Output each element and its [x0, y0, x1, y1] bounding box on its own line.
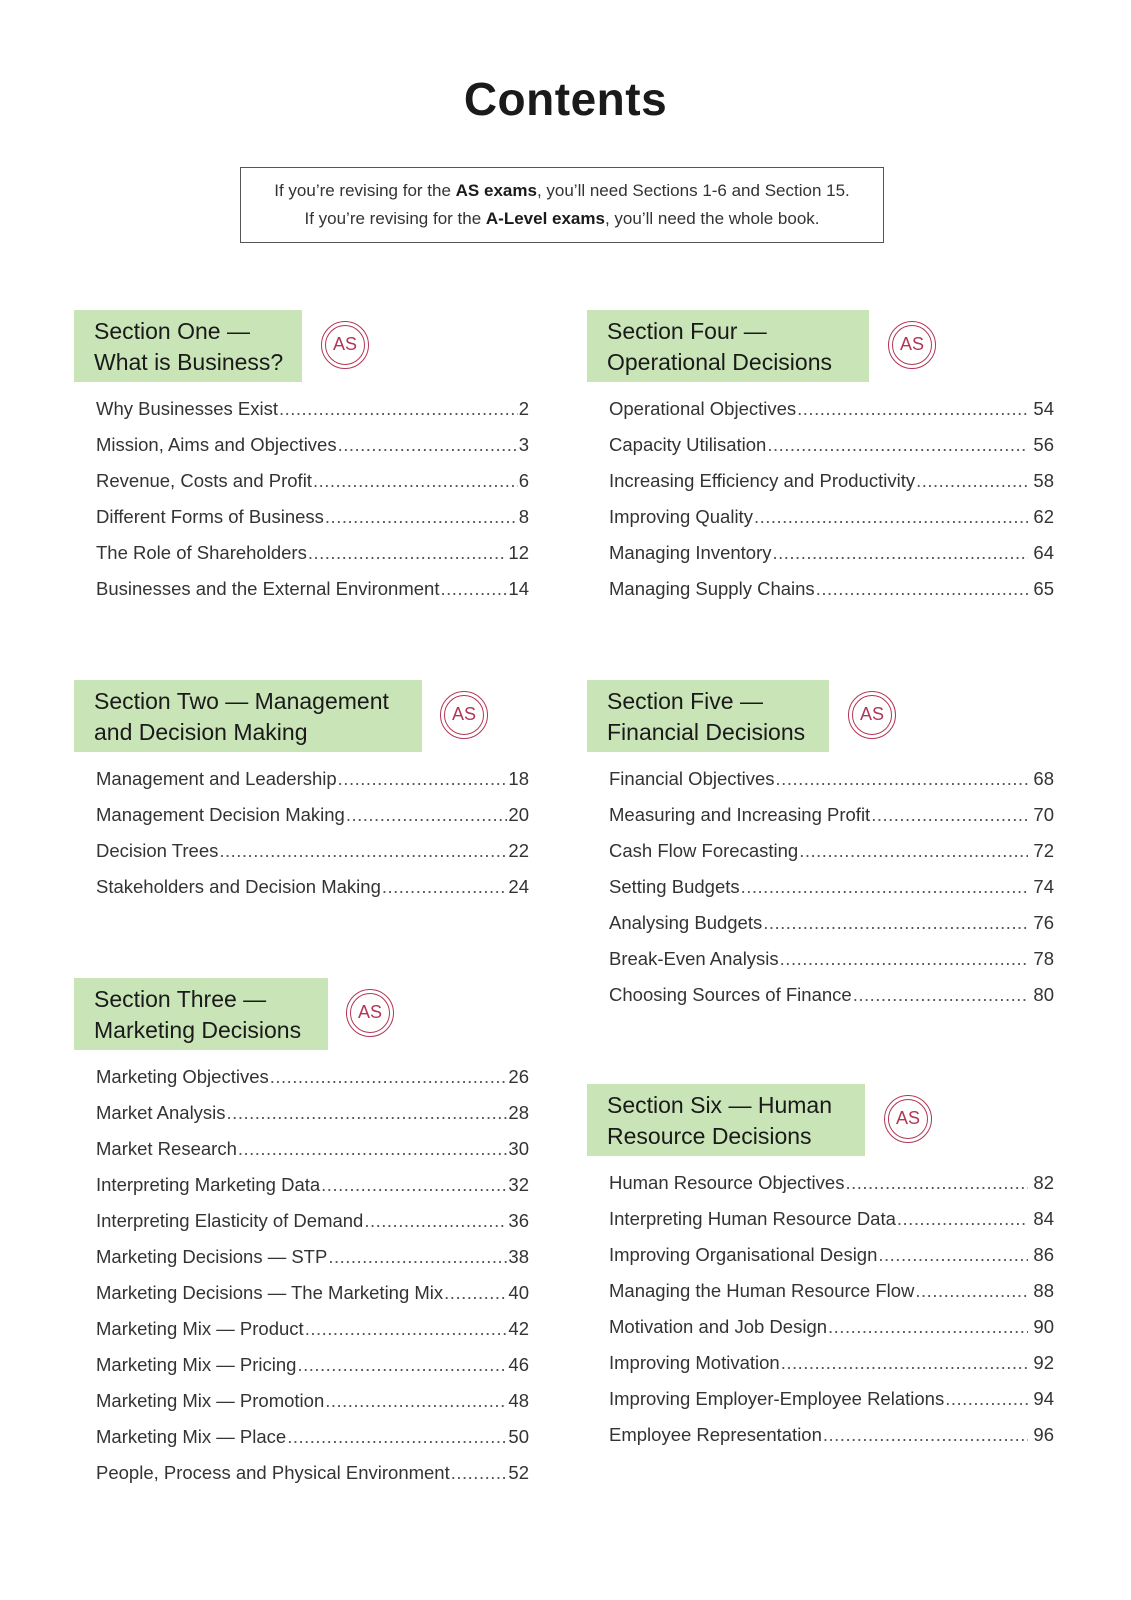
toc-entry[interactable] — [609, 984, 1054, 1020]
dot-leader — [773, 542, 1029, 564]
toc-entry[interactable] — [609, 912, 1054, 948]
section-title-line: Section Five — — [607, 688, 763, 714]
dot-leader — [313, 470, 518, 492]
entry-page: 54 — [1033, 398, 1054, 419]
toc-entry[interactable] — [96, 542, 529, 578]
entry-title: Increasing Efficiency and Productivity — [609, 470, 916, 491]
section-entries — [74, 768, 529, 912]
entry-title: Marketing Decisions — The Marketing Mix — [96, 1282, 444, 1303]
as-badge-label: AS — [899, 334, 924, 354]
dot-leader — [945, 1388, 1028, 1410]
dot-leader — [816, 578, 1029, 600]
toc-entry[interactable] — [609, 506, 1054, 542]
dot-leader — [325, 1390, 507, 1412]
as-badge-icon — [440, 691, 488, 739]
toc-entry[interactable] — [609, 1280, 1054, 1316]
dot-leader — [776, 768, 1029, 790]
entry-page: 48 — [508, 1390, 529, 1411]
dot-leader — [799, 840, 1028, 862]
toc-entry[interactable] — [609, 768, 1054, 804]
entry-title: Human Resource Objectives — [609, 1172, 845, 1193]
entry-title: Break-Even Analysis — [609, 948, 779, 969]
toc-entry[interactable] — [96, 434, 529, 470]
toc-entry[interactable] — [609, 434, 1054, 470]
entry-page: 58 — [1033, 470, 1054, 491]
entry-page: 3 — [518, 434, 529, 455]
entry-page: 65 — [1033, 578, 1054, 599]
as-badge-icon — [888, 321, 936, 369]
toc-entry[interactable] — [609, 1244, 1054, 1280]
as-badge-icon — [848, 691, 896, 739]
entry-title: Setting Budgets — [609, 876, 740, 897]
entry-page: 80 — [1033, 984, 1054, 1005]
toc-entry[interactable] — [96, 1318, 529, 1354]
entry-title: Interpreting Human Resource Data — [609, 1208, 896, 1229]
section-five — [587, 680, 1054, 1020]
dot-leader — [382, 876, 508, 898]
dot-leader — [871, 804, 1028, 826]
as-badge-label: AS — [357, 1002, 382, 1022]
dot-leader — [328, 1246, 507, 1268]
section-entries — [587, 768, 1054, 1020]
toc-entry[interactable] — [609, 1316, 1054, 1352]
entry-title: Operational Objectives — [609, 398, 797, 419]
dot-leader — [797, 398, 1028, 420]
entry-title: Improving Employer-Employee Relations — [609, 1388, 945, 1409]
dot-leader — [878, 1244, 1028, 1266]
entry-title: Businesses and the External Environment — [96, 578, 440, 599]
section-header — [587, 680, 1054, 752]
section-four — [587, 310, 1054, 614]
section-header — [587, 310, 1054, 382]
dot-leader — [305, 1318, 508, 1340]
section-header — [74, 310, 529, 382]
entry-title: Interpreting Elasticity of Demand — [96, 1210, 364, 1231]
toc-entry[interactable] — [96, 840, 529, 876]
section-header — [74, 680, 529, 752]
toc-entry[interactable] — [96, 1174, 529, 1210]
toc-entry[interactable] — [609, 1352, 1054, 1388]
dot-leader — [364, 1210, 507, 1232]
section-title-box — [587, 310, 869, 382]
toc-entry[interactable] — [96, 1390, 529, 1426]
notice-line-1 — [241, 177, 883, 205]
notice-text: , you’ll need Sections 1-6 and Section 15. — [536, 181, 850, 200]
section-entries — [74, 398, 529, 614]
dot-leader — [287, 1426, 507, 1448]
entry-page: 82 — [1033, 1172, 1054, 1193]
entry-title: Measuring and Increasing Profit — [609, 804, 871, 825]
toc-entry[interactable] — [96, 1462, 529, 1498]
entry-title: Marketing Mix — Pricing — [96, 1354, 297, 1375]
entry-title: Choosing Sources of Finance — [609, 984, 852, 1005]
entry-page: 94 — [1033, 1388, 1054, 1409]
entry-page: 68 — [1033, 768, 1054, 789]
entry-title: Employee Representation — [609, 1424, 822, 1445]
section-title-line: What is Business? — [94, 349, 284, 375]
dot-leader — [897, 1208, 1029, 1230]
entry-title: Market Research — [96, 1138, 237, 1159]
section-title-line: Section Six — Human — [607, 1092, 832, 1118]
toc-entry[interactable] — [96, 1354, 529, 1390]
toc-entry[interactable] — [96, 768, 529, 804]
toc-entry[interactable] — [96, 876, 529, 912]
entry-title: Improving Quality — [609, 506, 753, 527]
entry-page: 2 — [518, 398, 529, 419]
dot-leader — [346, 804, 508, 826]
toc-entry[interactable] — [96, 470, 529, 506]
entry-page: 96 — [1033, 1424, 1054, 1445]
toc-entry[interactable] — [96, 1138, 529, 1174]
as-badge-label: AS — [895, 1108, 920, 1128]
dot-leader — [781, 1352, 1029, 1374]
entry-page: 40 — [508, 1282, 529, 1303]
entry-page: 74 — [1033, 876, 1054, 897]
section-title-box — [74, 680, 422, 752]
section-title-line: Operational Decisions — [607, 349, 833, 375]
section-three — [74, 978, 529, 1498]
dot-leader — [227, 1102, 508, 1124]
entry-title: Mission, Aims and Objectives — [96, 434, 337, 455]
entry-title: The Role of Shareholders — [96, 542, 307, 563]
dot-leader — [780, 948, 1029, 970]
as-badge-label: AS — [859, 704, 884, 724]
section-title-box — [74, 310, 302, 382]
as-badge-icon — [884, 1095, 932, 1143]
entry-title: Why Businesses Exist — [96, 398, 278, 419]
entry-page: 38 — [508, 1246, 529, 1267]
toc-entry[interactable] — [96, 1426, 529, 1462]
entry-page: 88 — [1033, 1280, 1054, 1301]
toc-entry[interactable] — [96, 1066, 529, 1102]
entry-page: 56 — [1033, 434, 1054, 455]
dot-leader — [321, 1174, 507, 1196]
entry-title: Managing Supply Chains — [609, 578, 815, 599]
toc-entry[interactable] — [96, 1282, 529, 1318]
dot-leader — [451, 1462, 508, 1484]
dot-leader — [823, 1424, 1029, 1446]
entry-title: Marketing Mix — Promotion — [96, 1390, 325, 1411]
toc-entry[interactable] — [609, 1424, 1054, 1460]
entry-title: Financial Objectives — [609, 768, 775, 789]
entry-title: Interpreting Marketing Data — [96, 1174, 321, 1195]
entry-title: Cash Flow Forecasting — [609, 840, 799, 861]
toc-entry[interactable] — [609, 948, 1054, 984]
toc-entry[interactable] — [96, 1210, 529, 1246]
entry-page: 84 — [1033, 1208, 1054, 1229]
dot-leader — [741, 876, 1029, 898]
section-title-box — [587, 1084, 865, 1156]
entry-title: Motivation and Job Design — [609, 1316, 828, 1337]
entry-title: People, Process and Physical Environment — [96, 1462, 450, 1483]
toc-entry[interactable] — [609, 1388, 1054, 1424]
entry-title: Different Forms of Business — [96, 506, 324, 527]
entry-page: 8 — [518, 506, 529, 527]
toc-entry[interactable] — [609, 542, 1054, 578]
entry-page: 50 — [508, 1426, 529, 1447]
dot-leader — [845, 1172, 1028, 1194]
section-title-line: Financial Decisions — [607, 719, 806, 745]
dot-leader — [338, 768, 508, 790]
entry-title: Managing Inventory — [609, 542, 772, 563]
section-header — [74, 978, 529, 1050]
entry-title: Improving Organisational Design — [609, 1244, 878, 1265]
toc-entry[interactable] — [609, 470, 1054, 506]
toc-entry[interactable] — [609, 840, 1054, 876]
entry-page: 42 — [508, 1318, 529, 1339]
entry-title: Marketing Mix — Product — [96, 1318, 304, 1339]
section-title-line: and Decision Making — [94, 719, 308, 745]
entry-page: 12 — [508, 542, 529, 563]
section-one — [74, 310, 529, 614]
entry-page: 90 — [1033, 1316, 1054, 1337]
as-badge-label: AS — [332, 334, 357, 354]
toc-entry[interactable] — [96, 506, 529, 542]
as-badge-icon — [321, 321, 369, 369]
section-title-line: Section One — — [94, 318, 250, 344]
section-entries — [587, 398, 1054, 614]
dot-leader — [338, 434, 518, 456]
section-title-line: Section Four — — [607, 318, 767, 344]
toc-entry[interactable] — [609, 1172, 1054, 1208]
entry-title: Decision Trees — [96, 840, 219, 861]
entry-page: 72 — [1033, 840, 1054, 861]
entry-page: 52 — [508, 1462, 529, 1483]
section-two — [74, 680, 529, 912]
toc-entry[interactable] — [609, 804, 1054, 840]
dot-leader — [763, 912, 1028, 934]
entry-title: Marketing Decisions — STP — [96, 1246, 328, 1267]
entry-title: Analysing Budgets — [609, 912, 763, 933]
section-title-box — [74, 978, 328, 1050]
entry-title: Improving Motivation — [609, 1352, 780, 1373]
entry-page: 76 — [1033, 912, 1054, 933]
entry-page: 86 — [1033, 1244, 1054, 1265]
entry-title: Market Analysis — [96, 1102, 226, 1123]
notice-text: If you’re revising for the — [304, 209, 486, 228]
section-title-line: Section Two — Management — [94, 688, 389, 714]
dot-leader — [238, 1138, 508, 1160]
page-title: Contents — [463, 73, 668, 125]
entry-title: Management Decision Making — [96, 804, 345, 825]
entry-title: Capacity Utilisation — [609, 434, 767, 455]
dot-leader — [308, 542, 508, 564]
entry-title: Managing the Human Resource Flow — [609, 1280, 915, 1301]
entry-page: 30 — [508, 1138, 529, 1159]
dot-leader — [219, 840, 507, 862]
entry-title: Revenue, Costs and Profit — [96, 470, 312, 491]
entry-title: Marketing Mix — Place — [96, 1426, 287, 1447]
dot-leader — [853, 984, 1029, 1006]
entry-title: Marketing Objectives — [96, 1066, 269, 1087]
toc-entry[interactable] — [609, 876, 1054, 912]
section-title-line: Resource Decisions — [607, 1123, 812, 1149]
as-badge-label: AS — [451, 704, 476, 724]
notice-text: If you’re revising for the — [274, 181, 456, 200]
entry-page: 6 — [518, 470, 529, 491]
dot-leader — [754, 506, 1028, 528]
dot-leader — [767, 434, 1028, 456]
dot-leader — [828, 1316, 1028, 1338]
entry-page: 78 — [1033, 948, 1054, 969]
notice-line-2 — [241, 205, 883, 233]
section-title-line: Marketing Decisions — [94, 1017, 302, 1043]
notice-emphasis: A-Level exams — [485, 209, 605, 228]
notice-text: , you’ll need the whole book. — [604, 209, 820, 228]
dot-leader — [270, 1066, 508, 1088]
entry-page: 20 — [508, 804, 529, 825]
toc-entry[interactable] — [96, 398, 529, 434]
dot-leader — [915, 1280, 1028, 1302]
entry-page: 18 — [508, 768, 529, 789]
dot-leader — [444, 1282, 507, 1304]
entry-page: 70 — [1033, 804, 1054, 825]
entry-page: 28 — [508, 1102, 529, 1123]
entry-page: 46 — [508, 1354, 529, 1375]
toc-entry[interactable] — [96, 1102, 529, 1138]
toc-entry[interactable] — [609, 578, 1054, 614]
dot-leader — [297, 1354, 507, 1376]
toc-entry[interactable] — [96, 804, 529, 840]
entry-page: 32 — [508, 1174, 529, 1195]
section-title-box — [587, 680, 829, 752]
dot-leader — [916, 470, 1028, 492]
dot-leader — [279, 398, 518, 420]
entry-page: 22 — [508, 840, 529, 861]
as-badge-icon — [346, 989, 394, 1037]
section-six — [587, 1084, 1054, 1460]
dot-leader — [325, 506, 518, 528]
entry-page: 14 — [508, 578, 529, 599]
entry-page: 24 — [508, 876, 529, 897]
dot-leader — [440, 578, 507, 600]
toc-entry[interactable] — [609, 1208, 1054, 1244]
revision-notice — [240, 167, 884, 243]
entry-page: 26 — [508, 1066, 529, 1087]
entry-page: 64 — [1033, 542, 1054, 563]
entry-title: Management and Leadership — [96, 768, 337, 789]
entry-page: 62 — [1033, 506, 1054, 527]
section-header — [587, 1084, 1054, 1156]
toc-entry[interactable] — [96, 578, 529, 614]
entry-page: 92 — [1033, 1352, 1054, 1373]
notice-emphasis: AS exams — [455, 181, 537, 200]
entry-title: Stakeholders and Decision Making — [96, 876, 381, 897]
toc-entry[interactable] — [96, 1246, 529, 1282]
entry-page: 36 — [508, 1210, 529, 1231]
section-entries — [587, 1172, 1054, 1460]
section-entries — [74, 1066, 529, 1498]
section-title-line: Section Three — — [94, 986, 267, 1012]
toc-entry[interactable] — [609, 398, 1054, 434]
